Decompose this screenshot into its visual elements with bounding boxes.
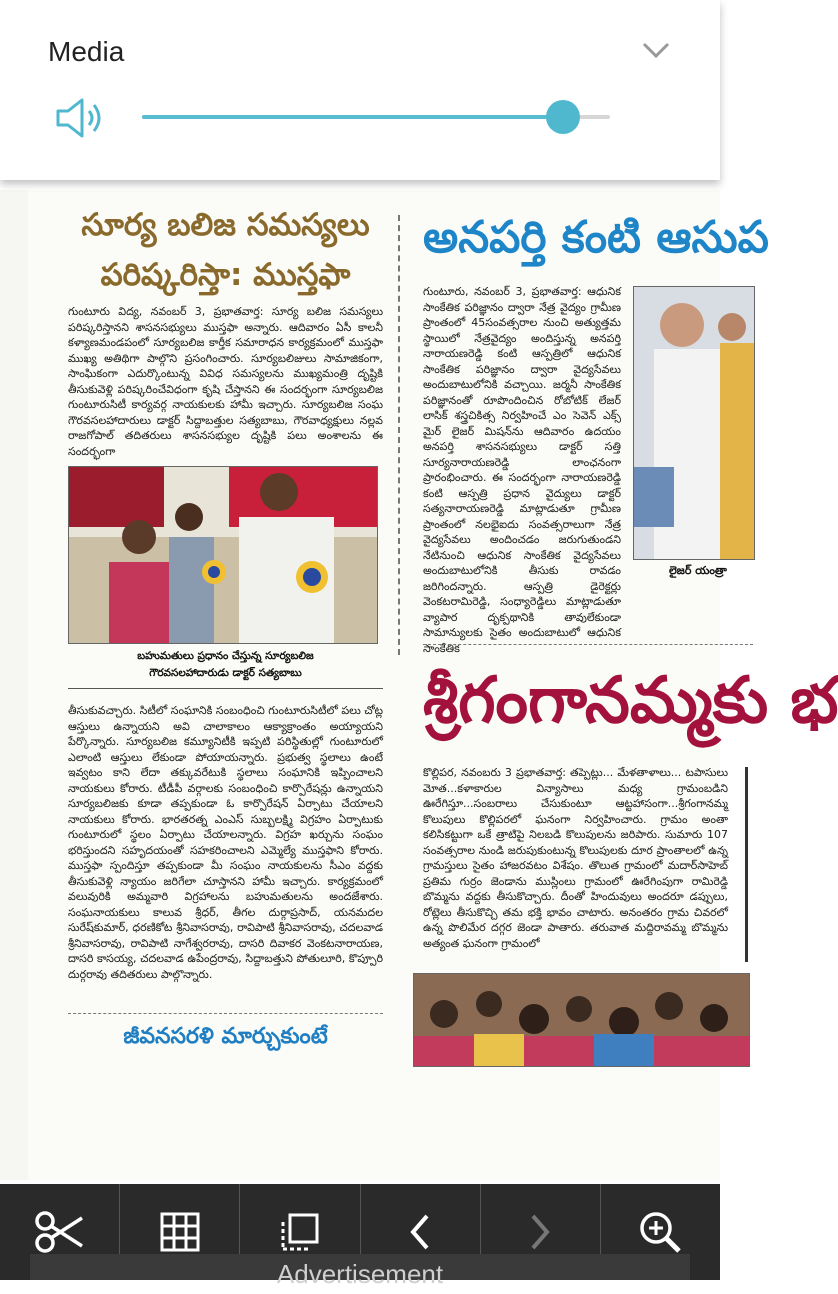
article-right-bottom-headline: శ్రీగంగానమ్మకు భ <box>423 664 838 738</box>
article-right-bottom-block <box>423 765 748 1065</box>
chevron-right-icon <box>525 1212 555 1252</box>
chevron-down-icon[interactable] <box>640 38 672 62</box>
caption-line2: గౌరవసలహాదారుడు డాక్టర్ సత్యబాబు <box>149 667 302 679</box>
event-photo-illustration <box>69 467 377 643</box>
article-left-body-top: గుంటూరు విద్య, నవంబర్ 3, ప్రభాతవార్త: సూర్య బలిజ సమస్యలు పరిష్కరిస్తానని శాసనసభ్యులు ముస్తఫా అన్నారు. ఆదివారం ఏసీ కాలనీ కళ్యాణమండపంలో సూర్యబలిజ కార్తీక సమారాధన కార్యక్రమంలో ముస్తఫా ముఖ్య అతిథిగా పాల్గొని ప్రసంగించారు. సూర్యబలిజులు సామాజికంగా, సాంఘికంగా ఎదుర్కొంటున్న వివిధ సమస్యలను ముఖ్యమంత్రి దృష్టికి తీసుకువెళ్లి పరిష్కరించేవిధంగా కృషి చేస్తానని ఈ సందర్భంగా సూర్యబలిజ గుంటూరుసిటీ కార్యవర్గ నాయకులకు హామీ ఇచ్చారు. సూర్యబలిజ సంఘ గౌరవసలహాదారులు డాక్టర్ సిద్దాబత్తుల సత్యబాబు, గౌరవాధ్యక్షులు నల్లవ రాజగోపాల్ తదితరులు శాసనసభ్యుల దృష్టికి పలు అంశాలను ఈ సందర్భంగా <box>68 305 383 458</box>
article-right-bottom-body: కొల్లిపర, నవంబరు 3 ప్రభాతవార్త: తప్పెట్లు... మేళతాళాలు... టపాసులు మోత...కళాకారుల విన్యాసాలు మధ్య గ్రామంబడిని ఊరేగిస్తూ...సంబరాలు చేసుకుంటూ ఆట్టహాసంగా...శ్రీగంగానమ్మ కొలుపులు కొల్లిపరలో ఘనంగా నిర్వహించారు. గ్రామం అంతా కలిసికట్టుగా ఒకే త్రాటిపై నిలబడి కొలుపులను జరిపారు. సుమారు 107 సంవత్సరాల నుండి జరుపుకుంటున్న కొలుపులకు దూర ప్రాంతాలలో ఉన్న గ్రామస్తులు సైతం హాజరవటం విశేషం. తొలుత గ్రామంలో మదార్‌సాహెబ్ ప్రతిమ గుర్రం జెండాను ముస్లింలు గ్రామంలో ఊరేగింపుగా రామిరెడ్డి బొమ్మను వద్దకు తీసుకొచ్చారు. దీంతో హిందువులు అందరూ డప్పులు, రోట్లెలు తీసుకొచ్చి తమ భక్తి భావం చాటారు. అనంతరం గ్రామ చివరలో ఉన్న పొలిమేర దగ్గర జెండా పాతారు. తరువాత మద్దిరావమ్మ బొమ్మను అత్యంత ఘనంగా గ్రామంలో <box>423 766 728 950</box>
scissors-icon <box>34 1210 86 1254</box>
article-right-top-photo <box>633 286 755 560</box>
article-left[interactable] <box>68 200 383 1054</box>
article-left-photo <box>68 466 378 644</box>
article-left-body-bottom: తీసుకువచ్చారు. సిటీలో సంఘానికి సంబంధించి గుంటూరుసిటీలో పలు చోట్ల ఆస్తులు ఉన్నాయని అవి చాలాకాలం ఆక్యాక్రాంతం అయ్యాయని పేర్కొన్నారు. సూర్యబలిజ కమ్యూనిటీకి ఇప్పటి పరిస్థితుల్లో గుంటూరులో ఎలాంటి ఆస్తులు లేకుండా పోయాయన్నారు. ప్రభుత్వ స్థలాలు ఉంటే ఇవ్వటం కాని లేదా తక్కువరేటుకి స్థలాలు సంఘానికి ఇప్పించాలని నాయకులు కోరారు. టీడీపీ వర్గాలకు సంబంధించి కార్పొరేషన్లు ఉన్నాయని సూర్యబలిజకు కూడా తప్పకుండా ఓ కార్పొరేషన్ ఏర్పాటు చేయాలని నాయకులు కోరారు. భారతరత్న ఎంఎస్ సుబ్బలక్ష్మి విగ్రహం ఏర్పాటుకు గుంటూరులో స్థలం ఏర్పాటు చేయాలన్నారు. విగ్రహ ఖర్చును సంఘం భరిస్తుందని సహృదయంతో సహకరించాలని ఎమ్మెల్యే ముస్తఫాని కోరారు. ముస్తఫా స్పందిస్తూ తప్పకుండా మీ సంఘం నాయకులను సీఎం వద్దకు తీసుకువెళ్లి న్యాయం జరిగేలా చూస్తానని హామీ ఇచ్చారు. కార్యక్రమంలో వలువురికి అమ్మవారి విగ్రహాలను బహుమతులను అందజేశారు. సంఘనాయకులు కాలువ శ్రీధర్, తీగల దుర్గాప్రసాద్, యనమదల సురేష్‌కుమార్, ధరణికోట శ్రీనివాసరావు, రావిపాటి శ్రీనివాసరావు, చదలవాడ శ్రీనివాసరావు, రావిపాటి నాగేశ్వరరావు, దాసరి దివాకర వెంకటనారాయణ, దాసరి కాసయ్య, చదలవాడ ఉపేంద్రరావు, సిద్దాబత్తుని పోతులూరి, కొప్పూరి దుర్గరావు తదితరులు పాల్గొన్నారు. <box>68 704 383 981</box>
media-title: Media <box>48 36 125 67</box>
article-right-top-body: గుంటూరు, నవంబర్ 3, ప్రభాతవార్త: ఆధునిక సాంకేతిక పరిజ్ఞానం ద్వారా నేత్ర వైద్యం గ్రామీణ ప్రాంతంలో 45సంవత్సరాల నుంచి అత్యుత్తమ స్థాయిలో నేత్రవైద్యం అందిస్తున్న అనపర్తి నారాయణరెడ్డి కంటి ఆస్పత్రిలో ఆధునిక సాంకేతిక పరిజ్ఞానం ద్వారా వైద్యసేవలు అందుబాటులోనికి వచ్చాయి. జర్మనీ సాంకేతిక పరిజ్ఞానంతో రూపొందించిన రోబోటిక్ లేజర్ లాసిక్ శస్త్రచికిత్స నిర్వహించే ఎం సెవెన్ ఎక్స్ మైర్ లైజర్ మిషన్‌ను ఆదివారం ఉదయం అనపర్తి శాసనసభ్యులు డాక్టర్ సత్తి సూర్యనారాయణరెడ్డి లాంఛనంగా ప్రారంభించారు. ఈ సందర్భంగా నారాయణరెడ్డి కంటి ఆస్పత్రి ప్రధాన వైద్యులు డాక్టర్ సత్యనారాయణరెడ్డి మాట్లాడుతూ గ్రామీణ ప్రాంతంలో నలభైఐదు సంవత్సరాలుగా నేత్ర వైద్యసేవలు అందించడం జరుగుతుండని నేటినుంచి ఆధునిక సాంకేతిక వైద్యసేవలు అందుబాటులోనికి తీసుకు రావడం జరిగిందన్నారు. ఆస్పత్రి డైరెక్టర్లు వెంకటరామిరెడ్డి, సంధ్యారెడ్డిలు మాట్లాడుతూ వ్యాపార దృక్పథానికి తావులేకుండా సామాన్యులకు సైతం అందుబాటులో ఆధునిక సాంకేతిక <box>423 285 621 655</box>
next-article-headline: జీవనసరళి మార్చుకుంటే <box>123 1024 328 1049</box>
hospital-photo-illustration <box>634 287 754 559</box>
advertisement-banner[interactable]: Advertisement <box>30 1254 690 1280</box>
column-divider <box>398 215 401 655</box>
epaper-viewer[interactable] <box>0 190 838 1180</box>
crowd-photo-illustration <box>414 974 749 1066</box>
article-right-top-block <box>423 284 748 655</box>
chevron-left-icon <box>405 1212 435 1252</box>
caption-line1: బహుమతులు ప్రధానం చేస్తున్న సూర్యబలిజ <box>137 650 314 662</box>
article-left-headline-line1: సూర్య బలిజ సమస్యలు <box>81 207 370 243</box>
article-right-top-body-continued <box>423 599 753 645</box>
photo-edge <box>745 767 748 962</box>
divider <box>423 644 753 645</box>
divider <box>68 688 383 689</box>
article-right-top-photo-caption: లైజర్ యంత్రా <box>669 564 727 577</box>
volume-slider[interactable] <box>142 115 610 119</box>
volume-slider-thumb[interactable] <box>546 100 580 134</box>
newspaper-page <box>28 190 838 1180</box>
volume-slider-fill <box>142 115 563 119</box>
select-icon <box>280 1212 320 1252</box>
zoom-in-icon <box>638 1210 682 1254</box>
article-left-photo-caption <box>68 648 383 682</box>
article-left-headline-line2: పరిష్కరిస్తా: ముస్తఫా <box>100 257 351 293</box>
article-right-top-headline: అనపర్తి కంటి ఆసుప <box>423 212 769 263</box>
divider <box>68 1013 383 1014</box>
grid-icon <box>160 1212 200 1252</box>
media-volume-panel <box>0 0 720 180</box>
speaker-icon[interactable] <box>54 96 108 140</box>
article-right-bottom-photo <box>413 973 750 1067</box>
article-right[interactable] <box>423 200 838 1065</box>
